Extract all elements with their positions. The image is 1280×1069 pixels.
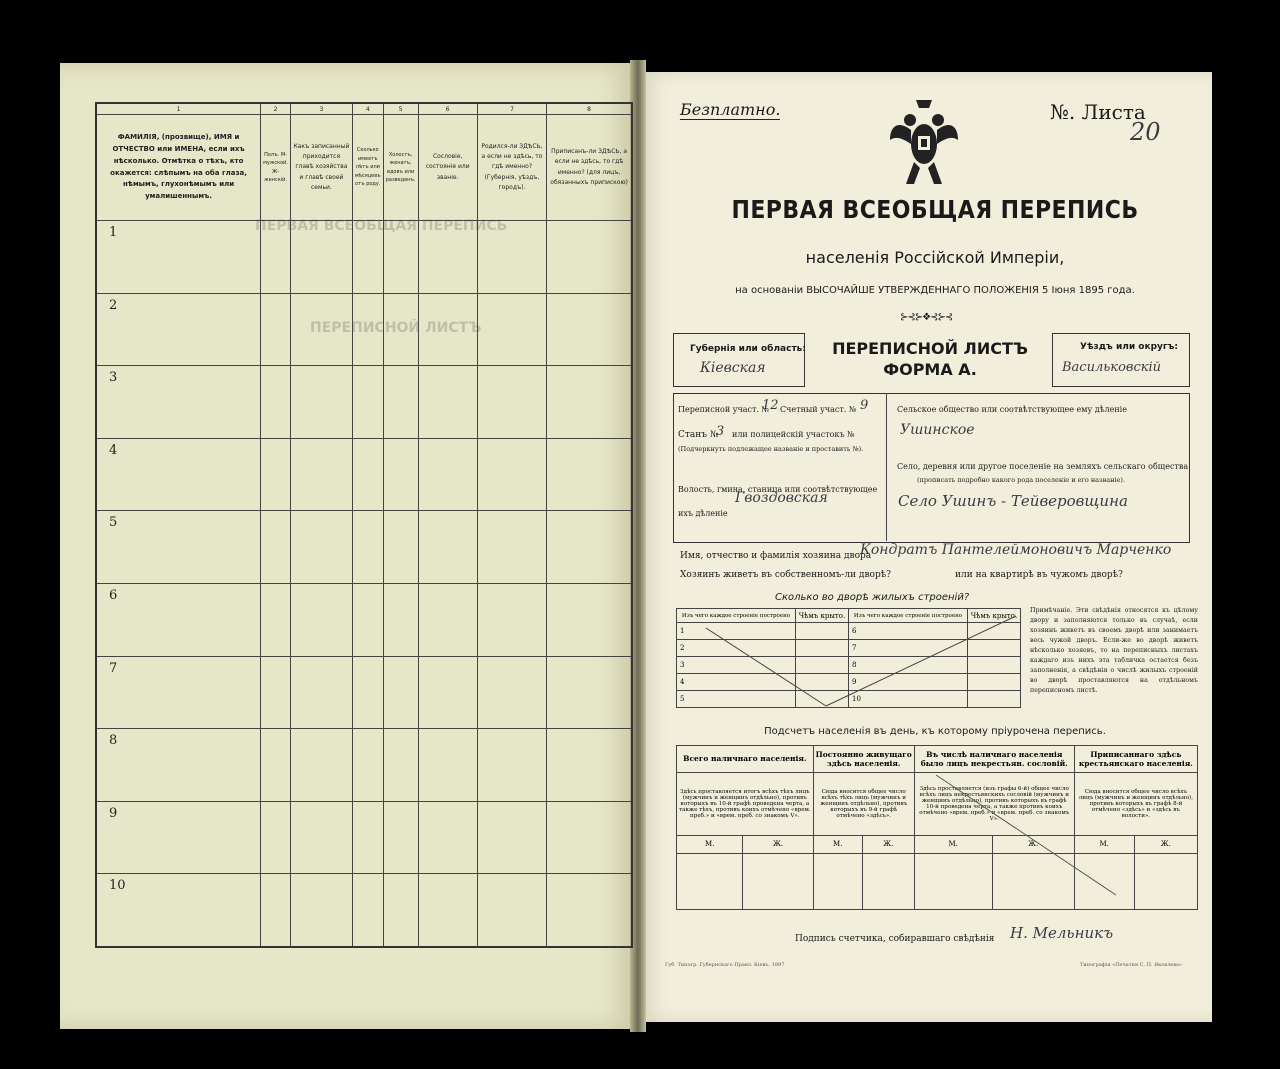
- table-row: [96, 511, 632, 584]
- header-name: ФАМИЛІЯ, (прозвище), ИМЯ и ОТЧЕСТВО или ИМЕНА, если ихъ нѣсколько. Отмѣтка о тѣхъ, кто окажется: слѣпымъ на оба глаза, нѣмымъ, глухонѣмымъ или умалишеннымъ.: [96, 115, 261, 221]
- society-value: Ушинское: [900, 422, 975, 438]
- male-label: М.: [813, 835, 862, 853]
- female-label: Ж.: [743, 835, 813, 853]
- table-row: [96, 656, 632, 729]
- table-row: [96, 874, 632, 947]
- col-number: 3: [290, 103, 352, 115]
- row-number: 6: [96, 583, 261, 656]
- bld-header: Изъ чего каждое строеніе построено: [848, 609, 967, 623]
- bleed-through-text: ПЕРВАЯ ВСЕОБЩАЯ ПЕРЕПИСЬ: [255, 218, 508, 234]
- female-label: Ж.: [992, 835, 1074, 853]
- stan-rest: или полицейскій участокъ №: [732, 430, 855, 439]
- table-row: [96, 801, 632, 874]
- location-divider: [886, 393, 887, 541]
- subtitle: населенія Россійской Имперіи,: [805, 248, 1065, 267]
- guberniya-label: Губернія или область:: [690, 344, 806, 354]
- table-row: [96, 583, 632, 656]
- form-subtitle: ФОРМА А.: [883, 360, 977, 379]
- col-number: 2: [261, 103, 291, 115]
- schet-value: 9: [860, 398, 869, 413]
- bld-row: 8: [848, 657, 967, 674]
- printer-left: Губ. Типогр. Губернскаго Правл. Кіевъ, 1897: [665, 962, 785, 968]
- printer-right: Типографія «Печатня С. П. Яковлева»: [1080, 962, 1183, 968]
- volost-value: Гвоздовская: [735, 490, 828, 506]
- count-title: Подсчетъ населенія въ день, къ которому пріурочена перепись.: [764, 726, 1106, 737]
- header-sex: Полъ. М-мужской. Ж-женскій.: [261, 115, 291, 221]
- header-registered: Приписанъ-ли ЗДѢСЬ, а если не здѣсь, то гдѣ именно? (для лицъ, обязанныхъ припискою): [547, 115, 632, 221]
- row-number: 2: [96, 293, 261, 366]
- table-row: [96, 438, 632, 511]
- census-person-table: [95, 102, 633, 948]
- lives-rest: или на квартирѣ въ чужомъ дворѣ?: [955, 570, 1123, 580]
- row-number: 5: [96, 511, 261, 584]
- table-row: [96, 293, 632, 366]
- village-note: (прописать подробно какого рода поселеніе и его названіе).: [917, 476, 1125, 484]
- double-headed-eagle-icon: [888, 96, 960, 188]
- count-cross-out-line: [676, 745, 1198, 910]
- free-label: Безплатно.: [680, 100, 781, 119]
- bld-row: 6: [848, 623, 967, 640]
- sheet-number-label: №. Листа: [1050, 100, 1146, 124]
- table-row: [96, 366, 632, 439]
- female-label: Ж.: [1134, 835, 1197, 853]
- bld-row: 10: [848, 691, 967, 708]
- bld-row: 7: [848, 640, 967, 657]
- form-title: ПЕРЕПИСНОЙ ЛИСТЪ: [832, 339, 1028, 358]
- ornament: ⊱⊰⊱❖⊰⊱⊰: [900, 312, 953, 323]
- uchastok-label: Переписной участ. №: [678, 405, 770, 414]
- buildings-title: Сколько во дворѣ жилыхъ строеній?: [775, 592, 970, 603]
- count-text: Здѣсь проставляется итогъ всѣхъ тѣхъ лицъ (мужчинъ и женщинъ отдѣльно), противъ которыхъ въ 10-й графѣ проведена черта, а также тѣхъ, противъ коихъ отмѣчено «врем. преб.» и «врем. преб. со знакомъ V».: [677, 772, 814, 835]
- male-label: М.: [914, 835, 992, 853]
- uchastok-value: 12: [762, 398, 779, 413]
- basis-line: на основаніи ВЫСОЧАЙШЕ УТВЕРЖДЕННАГО ПОЛОЖЕНІЯ 5 Іюня 1895 года.: [735, 285, 1135, 296]
- bld-header: Чѣмъ крыто.: [967, 609, 1020, 623]
- count-header: Всего наличнаго населенія.: [677, 746, 814, 773]
- bld-row: 9: [848, 674, 967, 691]
- sheet-number-value: 20: [1130, 118, 1161, 146]
- header-birthplace: Родился-ли ЗДѢСЬ, а если не здѣсь, то гдѣ именно? (Губернія, уѣздъ, городъ).: [477, 115, 546, 221]
- owner-value: Кондратъ Пантелеймоновичъ Марченко: [860, 542, 1172, 558]
- stan-value: 3: [716, 424, 725, 439]
- society-label: Сельское общество или соотвѣтствующее ему дѣленіе: [897, 405, 1127, 414]
- bld-row: 1: [677, 623, 796, 640]
- header-marital: Холостъ, женатъ, вдовъ или разведенъ.: [383, 115, 418, 221]
- col-number: 6: [418, 103, 477, 115]
- bld-row: 2: [677, 640, 796, 657]
- male-label: М.: [1074, 835, 1134, 853]
- row-number: 7: [96, 656, 261, 729]
- bld-header: Чѣмъ крыто.: [796, 609, 849, 623]
- row-number: 9: [96, 801, 261, 874]
- guberniya-value: Кіевская: [700, 360, 766, 376]
- col-number: 1: [96, 103, 261, 115]
- row-number: 1: [96, 220, 261, 293]
- col-number: 8: [547, 103, 632, 115]
- lives-label: Хозяинъ живетъ въ собственномъ-ли дворѣ?: [680, 570, 891, 580]
- count-text: Здѣсь проставляется (изъ графы 6-й) общее число всѣхъ лицъ некрестьянскихъ сословій (мужчинъ и женщинъ отдѣльно), противъ которыхъ въ графѣ 10-й проведена черта, а также противъ коихъ отмѣчено «врем. преб.» и «врем. преб. со знакомъ V».: [914, 772, 1074, 835]
- count-header: Постоянно живущаго здѣсь населенія.: [813, 746, 914, 773]
- table-row: [96, 220, 632, 293]
- row-number: 3: [96, 366, 261, 439]
- uezd-label: Уѣздъ или округъ:: [1080, 342, 1178, 352]
- bld-row: 3: [677, 657, 796, 674]
- village-label: Село, деревня или другое поселеніе на земляхъ сельскаго общества: [897, 462, 1189, 471]
- count-text: Сюда вносится общее число всѣхъ лицъ (мужчинъ и женщинъ отдѣльно), противъ которыхъ въ графѣ 8-й отмѣчено «здѣсь» и «здѣсь въ волости».: [1074, 772, 1197, 835]
- signature-value: Н. Мельникъ: [1010, 924, 1114, 942]
- header-age: Сколько имеетъ лѣтъ или мѣсяцевъ отъ роду.: [352, 115, 383, 221]
- col-number: 7: [477, 103, 546, 115]
- main-title: ПЕРВАЯ ВСЕОБЩАЯ ПЕРЕПИСЬ: [731, 195, 1139, 224]
- uezd-value: Васильковскій: [1062, 360, 1162, 375]
- cross-out-lines: [676, 608, 1021, 708]
- row-number: 8: [96, 729, 261, 802]
- count-header: Приписаннаго здѣсь крестьянскаго населенія.: [1074, 746, 1197, 773]
- row-number: 10: [96, 874, 261, 947]
- count-text: Сюда вносится общее число всѣхъ тѣхъ лицъ (мужчинъ и женщинъ отдѣльно), противъ которыхъ въ 9-й графѣ отмѣчено «здѣсь».: [813, 772, 914, 835]
- signature-label: Подпись счетчика, собиравшаго свѣдѣнія: [795, 934, 995, 944]
- note-text: Примѣчаніе. Эти свѣдѣнія относятся къ цѣлому двору и заполняются только въ случаѣ, если хозяинъ живетъ въ своемъ дворѣ или занимаетъ весь чужой дворъ. Если-же во дворѣ живетъ нѣсколько хозяевъ, то на переписныхъ листахъ каждаго изъ нихъ эта табличка остается безъ заполненія, а свѣдѣнія о числѣ жилыхъ строеній во дворѣ проставляются на отдѣльномъ переписномъ листѣ.: [1030, 607, 1198, 694]
- bld-row: 4: [677, 674, 796, 691]
- col-number: 5: [383, 103, 418, 115]
- bleed-through-text: ПЕРЕПИСНОЙ ЛИСТЪ: [310, 320, 482, 336]
- count-header: Въ числѣ наличнаго населенія было лицъ некрестьян. сословій.: [914, 746, 1074, 773]
- table-row: [96, 729, 632, 802]
- volost-label: Волость, гмина, станица или соотвѣтствующее ихъ дѣленіе: [678, 485, 878, 518]
- header-estate: Сословіе, состояніе или званіе.: [418, 115, 477, 221]
- female-label: Ж.: [862, 835, 914, 853]
- stan-label: Станъ №: [678, 430, 719, 440]
- male-label: М.: [677, 835, 743, 853]
- col-number: 4: [352, 103, 383, 115]
- bld-header: Изъ чего каждое строеніе построено: [677, 609, 796, 623]
- stan-note: (Подчеркнуть подлежащее названіе и проставить №).: [678, 445, 864, 453]
- header-relation: Какъ записанный приходится главѣ хозяйства и главѣ своей семьи.: [290, 115, 352, 221]
- village-value: Село Ушинъ - Тейверовщина: [898, 492, 1128, 510]
- owner-label: Имя, отчество и фамилія хозяина двора: [680, 551, 872, 561]
- schet-label: Счетный участ. №: [780, 405, 857, 414]
- bld-row: 5: [677, 691, 796, 708]
- row-number: 4: [96, 438, 261, 511]
